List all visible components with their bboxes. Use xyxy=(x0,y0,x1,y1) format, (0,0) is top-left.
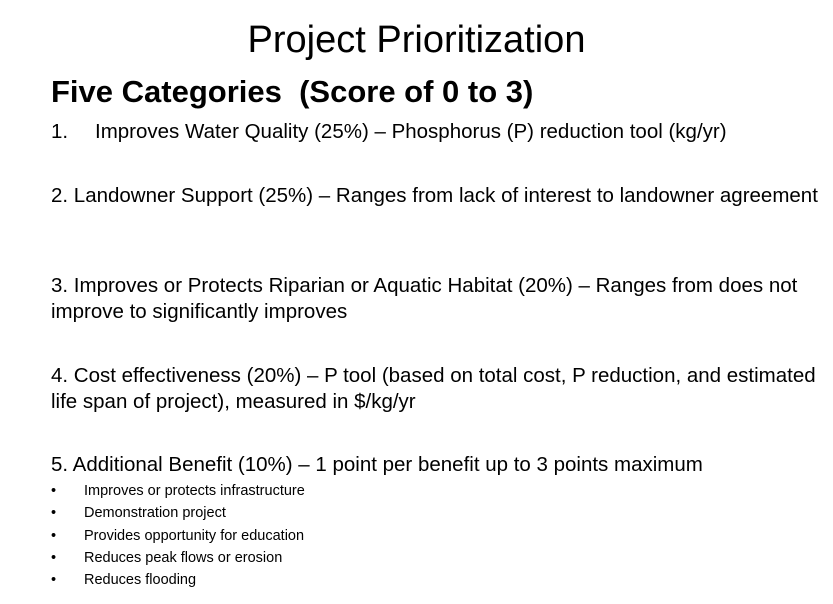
benefit-item xyxy=(51,569,305,591)
slide-title: Project Prioritization xyxy=(247,19,586,61)
category-item-5: 5. Additional Benefit (10%) – 1 point per benefit up to 3 points maximum xyxy=(51,453,703,476)
category-number: 1. xyxy=(51,120,69,143)
benefit-item xyxy=(51,502,305,524)
category-item-1 xyxy=(51,119,821,145)
benefit-item xyxy=(51,547,305,569)
slide-subtitle: Five Categories (Score of 0 to 3) xyxy=(51,74,534,109)
category-item-4: 4. Cost effectiveness (20%) – P tool (based on total cost, P reduction, and estimated life span of project), measured in $/kg/yr xyxy=(51,364,816,413)
benefit-list xyxy=(51,480,305,591)
benefit-text: Demonstration project xyxy=(84,505,226,522)
bullet-icon: • xyxy=(51,549,57,566)
category-item-3: 3. Improves or Protects Riparian or Aquatic Habitat (20%) – Ranges from does not improve to significantly improves xyxy=(51,274,798,323)
bullet-icon: • xyxy=(51,527,57,544)
benefit-text: Improves or protects infrastructure xyxy=(84,483,305,499)
category-item-2: 2. Landowner Support (25%) – Ranges from lack of interest to landowner agreement xyxy=(51,184,818,207)
bullet-icon: • xyxy=(51,505,57,522)
bullet-icon: • xyxy=(51,483,57,499)
benefit-text: Reduces peak flows or erosion xyxy=(84,549,283,566)
benefit-text: Provides opportunity for education xyxy=(84,527,305,544)
benefit-item xyxy=(51,480,305,502)
benefit-item xyxy=(51,525,305,547)
benefit-text: Reduces flooding xyxy=(84,572,197,589)
bullet-icon: • xyxy=(51,572,57,589)
category-text: Improves Water Quality (25%) – Phosphorus (P) reduction tool (kg/yr) xyxy=(95,120,727,143)
